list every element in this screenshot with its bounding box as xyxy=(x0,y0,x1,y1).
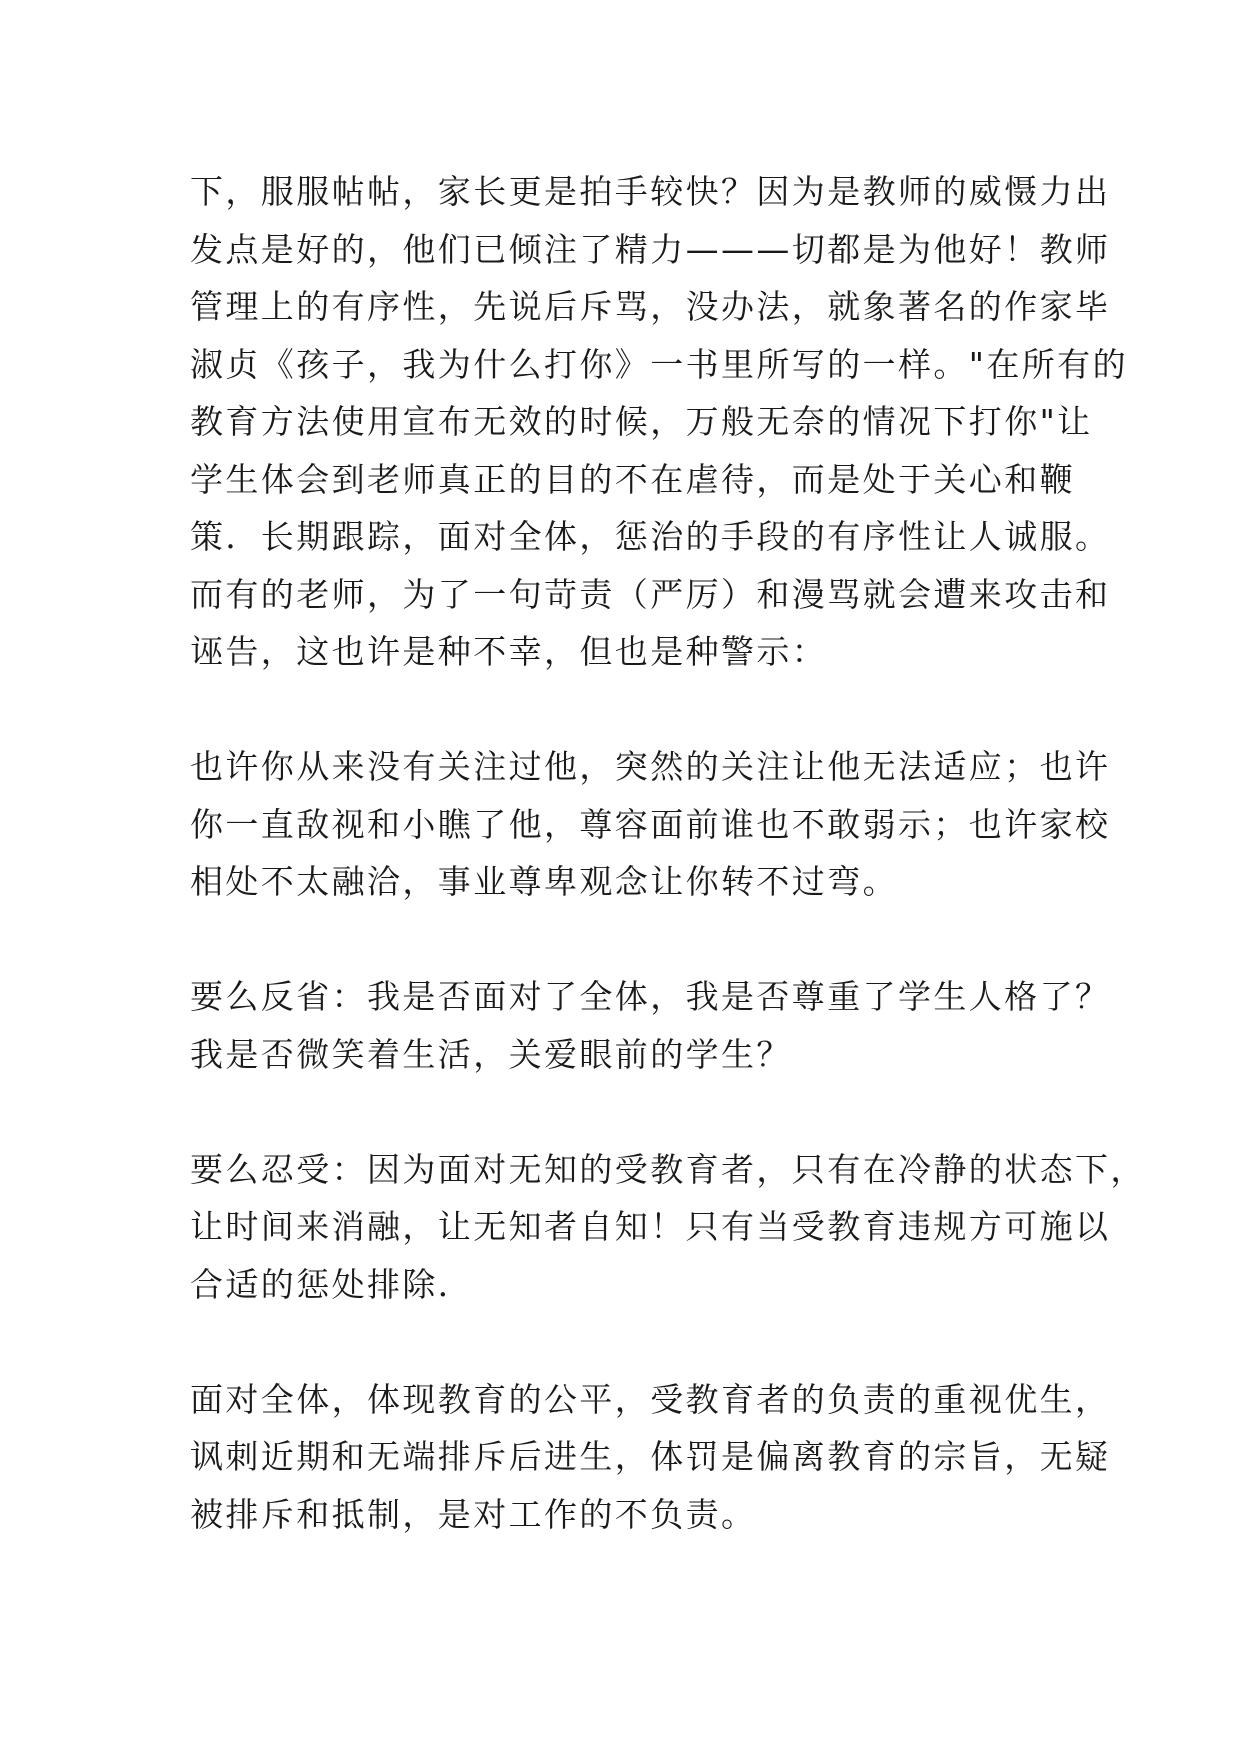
paragraph-1 xyxy=(190,163,1128,681)
text-line: 诬告，这也许是种不幸，但也是种警示： xyxy=(190,632,828,671)
text-line: 相处不太融洽，事业尊卑观念让你转不过弯。 xyxy=(190,862,898,901)
text-line: 下，服服帖帖，家长更是拍手较快？因为是教师的威慑力出 xyxy=(190,172,1111,211)
document-body xyxy=(190,163,1146,1543)
text-line: 合适的惩处排除． xyxy=(190,1264,474,1304)
text-line: 面对全体，体现教育的公平，受教育者的负责的重视优生， xyxy=(190,1379,1111,1419)
text-line: 被排斥和抵制，是对工作的不负责。 xyxy=(190,1494,757,1534)
text-line: 讽刺近期和无端排斥后进生，体罚是偏离教育的宗旨，无疑 xyxy=(190,1437,1111,1476)
paragraph-spacer xyxy=(190,911,1070,969)
text-line: 要么忍受：因为面对无知的受教育者，只有在冷静的状态下， xyxy=(190,1149,1146,1189)
text-line: 管理上的有序性，先说后斥骂，没办法，就象著名的作家毕 xyxy=(190,287,1111,326)
text-line: 也许你从来没有关注过他，突然的关注让他无法适应；也许 xyxy=(190,747,1111,786)
text-line: 策．长期跟踪，面对全体，惩治的手段的有序性让人诚服。 xyxy=(190,517,1111,556)
text-line: 要么反省：我是否面对了全体，我是否尊重了学生人格了？ xyxy=(190,977,1111,1016)
text-line: 教育方法使用宣布无效的时候，万般无奈的情况下打你"让 xyxy=(190,402,1093,441)
paragraph-spacer xyxy=(190,1313,1070,1371)
text-line: 我是否微笑着生活，关爱眼前的学生？ xyxy=(190,1034,792,1074)
paragraph-3 xyxy=(190,968,1111,1083)
text-line: 淑贞《孩子，我为什么打你》一书里所写的一样。"在所有的 xyxy=(190,344,1128,384)
text-line: 你一直敌视和小瞧了他，尊容面前谁也不敢弱示；也许家校 xyxy=(190,804,1111,844)
text-line: 而有的老师，为了一句苛责（严厉）和漫骂就会遭来攻击和 xyxy=(190,574,1111,614)
paragraph-spacer xyxy=(190,1083,1070,1141)
paragraph-2 xyxy=(190,738,1111,911)
paragraph-spacer xyxy=(190,681,1070,739)
paragraph-4 xyxy=(190,1141,1146,1314)
paragraph-5 xyxy=(190,1371,1111,1544)
text-line: 学生体会到老师真正的目的不在虐待，而是处于关心和鞭 xyxy=(190,459,1075,499)
text-line: 发点是好的，他们已倾注了精力———切都是为他好！教师 xyxy=(190,229,1111,269)
text-line: 让时间来消融，让无知者自知！只有当受教育违规方可施以 xyxy=(190,1207,1111,1246)
